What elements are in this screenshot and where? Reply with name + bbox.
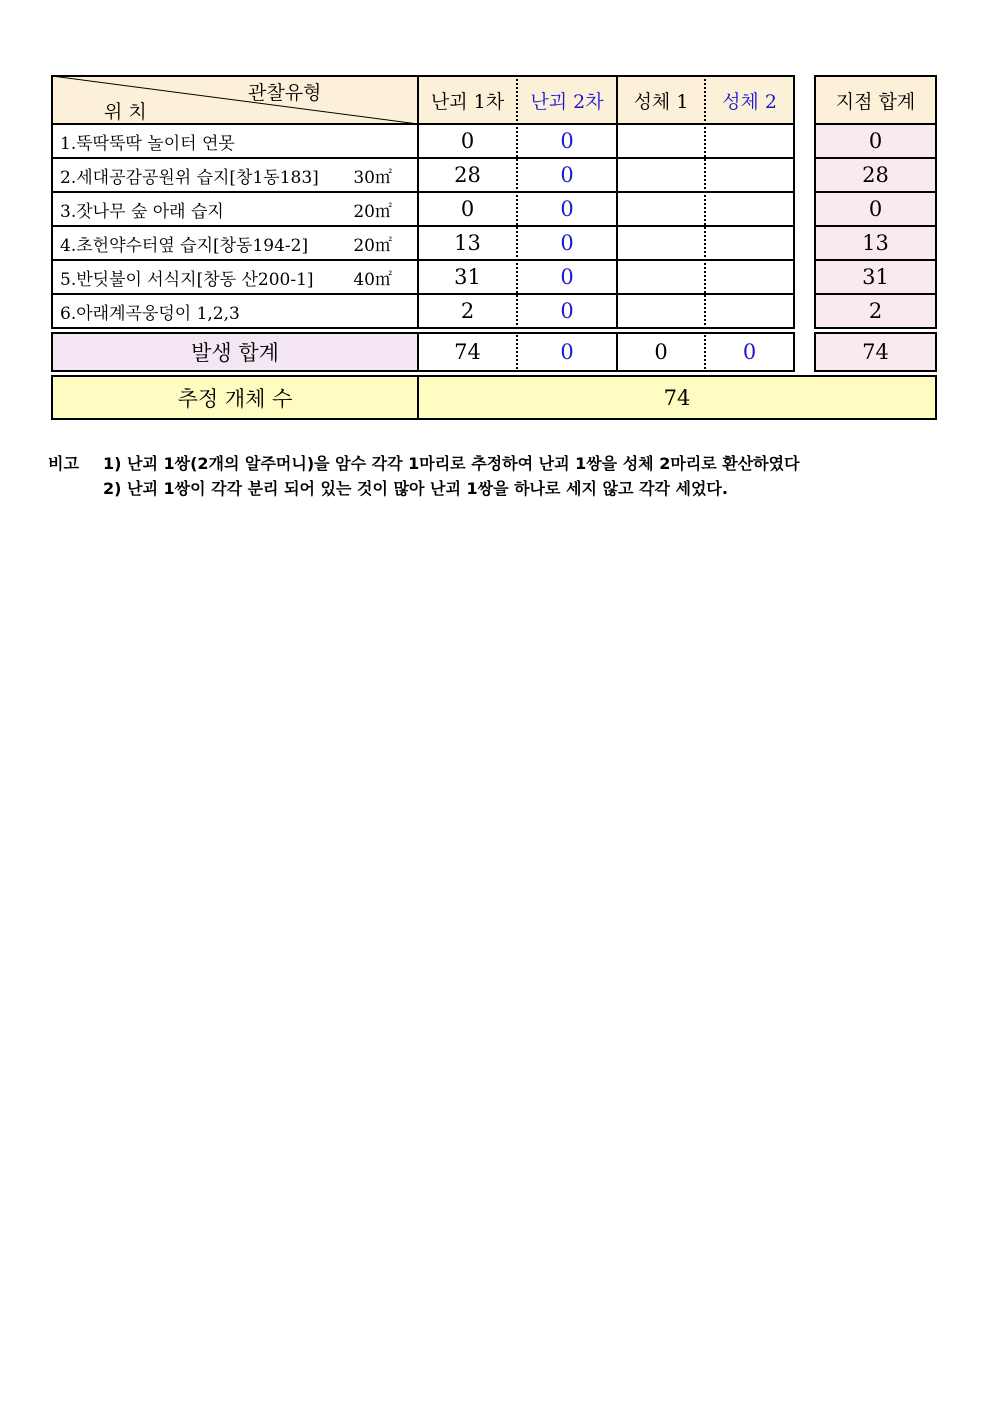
- cell-site-total: 0: [868, 129, 883, 153]
- row-location: 5.반딧불이 서식지[창동 산200-1] 40㎡: [60, 269, 392, 290]
- cell-egg-2: 0: [560, 163, 574, 187]
- cell-egg-2: 0: [560, 129, 574, 153]
- cell-egg-1: 31: [454, 265, 481, 289]
- cell-site-total: 2: [868, 299, 883, 323]
- row-location: 6.아래계곡웅덩이 1,2,3: [60, 303, 240, 324]
- note-item: 2) 난괴 1쌍이 각각 분리 되어 있는 것이 많아 난괴 1쌍을 하나로 세지 않고 각각 세었다.: [103, 479, 728, 498]
- cell-egg-1: 0: [460, 129, 475, 153]
- corner-top-label: 관찰유형: [248, 81, 322, 104]
- cell-adult-1: [617, 192, 705, 226]
- row-location: 1.뚝딱뚝딱 놀이터 연못: [60, 133, 235, 154]
- cell-egg-2: 0: [560, 265, 574, 289]
- cell-site-total: 28: [862, 163, 889, 187]
- total-egg-1: 74: [454, 340, 481, 364]
- row-location: 2.세대공감공원위 습지[창1동183] 30㎡: [60, 167, 392, 188]
- cell-adult-2: [705, 260, 794, 294]
- column-header-egg-1: 난괴 1차: [430, 90, 505, 113]
- cell-egg-1: 2: [460, 299, 475, 323]
- total-adult-2: 0: [742, 340, 757, 364]
- cell-adult-1: [617, 294, 705, 328]
- cell-egg-2: 0: [560, 231, 574, 255]
- cell-egg-1: 13: [454, 231, 481, 255]
- cell-adult-2: [705, 226, 794, 260]
- note-item: 1) 난괴 1쌍(2개의 알주머니)을 암수 각각 1마리로 추정하여 난괴 1쌍을 성체 2마리로 환산하였다: [103, 454, 800, 473]
- row-location: 4.초헌약수터옆 습지[창동194-2] 20㎡: [60, 235, 392, 256]
- total-row-label: 발생 합계: [191, 341, 279, 365]
- column-header-adult-2: 성체 2: [722, 90, 777, 113]
- cell-site-total: 31: [862, 265, 889, 289]
- cell-site-total: 0: [868, 197, 883, 221]
- corner-bottom-label: 위 치: [104, 100, 147, 123]
- cell-adult-2: [705, 294, 794, 328]
- total-egg-2: 0: [560, 340, 574, 364]
- column-header-egg-2: 난괴 2차: [530, 90, 604, 113]
- column-header-adult-1: 성체 1: [633, 90, 689, 113]
- notes-label: 비고: [48, 454, 79, 473]
- cell-adult-1: [617, 124, 705, 158]
- total-adult-1: 0: [654, 340, 668, 364]
- total-site-total: 74: [862, 340, 889, 364]
- cell-egg-1: 0: [460, 197, 475, 221]
- column-header-site-total: 지점 합계: [835, 90, 916, 113]
- row-location: 3.잣나무 숲 아래 습지 20㎡: [60, 201, 392, 222]
- cell-site-total: 13: [862, 231, 889, 255]
- cell-adult-2: [705, 124, 794, 158]
- estimate-row-value: 74: [663, 385, 691, 410]
- cell-adult-1: [617, 226, 705, 260]
- cell-adult-2: [705, 158, 794, 192]
- cell-adult-1: [617, 260, 705, 294]
- cell-egg-2: 0: [560, 197, 574, 221]
- cell-egg-1: 28: [454, 163, 481, 187]
- cell-egg-2: 0: [560, 299, 574, 323]
- cell-adult-1: [617, 158, 705, 192]
- cell-adult-2: [705, 192, 794, 226]
- estimate-row-label: 추정 개체 수: [177, 386, 293, 411]
